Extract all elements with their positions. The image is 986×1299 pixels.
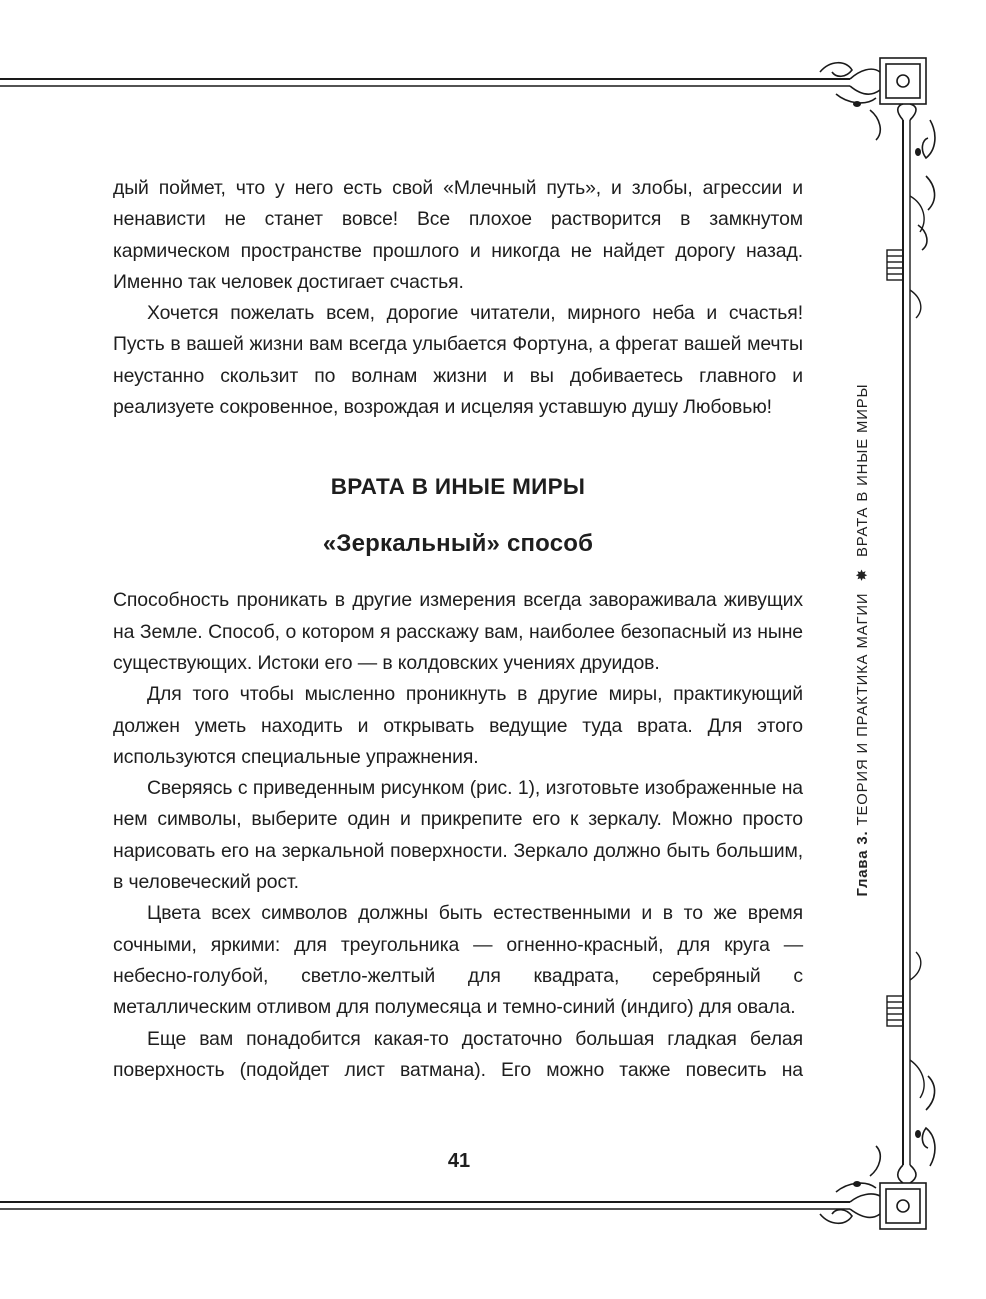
paragraph: Хочется пожелать всем, дорогие читатели, мирного неба и счастья! Пусть в вашей жизни вам всегда улыбается Фортуна, а фрегат вашей мечты неустанно скользит по волнам жизни и вы добиваетесь главного и реализуете сокровенное, возрождая и исцеляя уставшую душу Любовью! [113,302,803,419]
chapter-heading: ВРАТА В ИНЫЕ МИРЫ [330,474,586,500]
running-head [853,383,871,896]
running-head-section-title: ВРАТА В ИНЫЕ МИРЫ [855,383,871,558]
paragraph: Для того чтобы мысленно проникнуть в другие миры, практикующий должен уметь находить и открывать ведущие туда врата. Для этого используются специальные упражнения. [113,683,803,768]
main-text-column [113,173,803,1086]
running-head-chapter-label: Глава 3. [855,830,871,897]
paragraph: дый поймет, что у него есть свой «Млечный путь», и злобы, агрессии и ненависти не станет вовсе! Все плохое растворится в замкнутом кармическом пространстве прошлого и никогда не найдет дорогу назад. Именно так человек достигает счастья. [113,177,803,293]
ladder-ornament-upper-icon [887,196,924,318]
ladder-ornament-lower-icon [887,952,924,1098]
paragraph: Способность проникать в другие измерения всегда завораживала живущих на Земле. Способ, о котором я расскажу вам, наиболее безопасный из ныне существующих. Истоки его — в колдовских учениях друидов. [113,589,803,674]
paragraph: Цвета всех символов должны быть естественными и в то же время сочными, яркими: для треугольника — огненно-красный, для круга — небесно-голубой, светло-желтый для квадрата, серебряный с металлическим отливом для полумесяца и темно-синий (индиго) для овала. [113,902,803,1019]
page-number: 41 [447,1150,471,1172]
section-heading: «Зеркальный» способ [322,530,594,558]
paragraph: Сверяясь с приведенным рисунком (рис. 1), изготовьте изображенные на нем символы, выберите один и прикрепите его к зеркалу. Можно просто нарисовать его на зеркальной поверхности. Зеркало должно быть большим, в человеческий рост. [113,777,803,894]
paragraph: Еще вам понадобится какая-то достаточно большая гладкая белая поверхность (подойдет лист ватмана). Его можно также повесить на [113,1027,803,1081]
running-head-chapter-title: ТЕОРИЯ И ПРАКТИКА МАГИИ [855,592,871,826]
star-icon: ✸ [854,568,871,582]
